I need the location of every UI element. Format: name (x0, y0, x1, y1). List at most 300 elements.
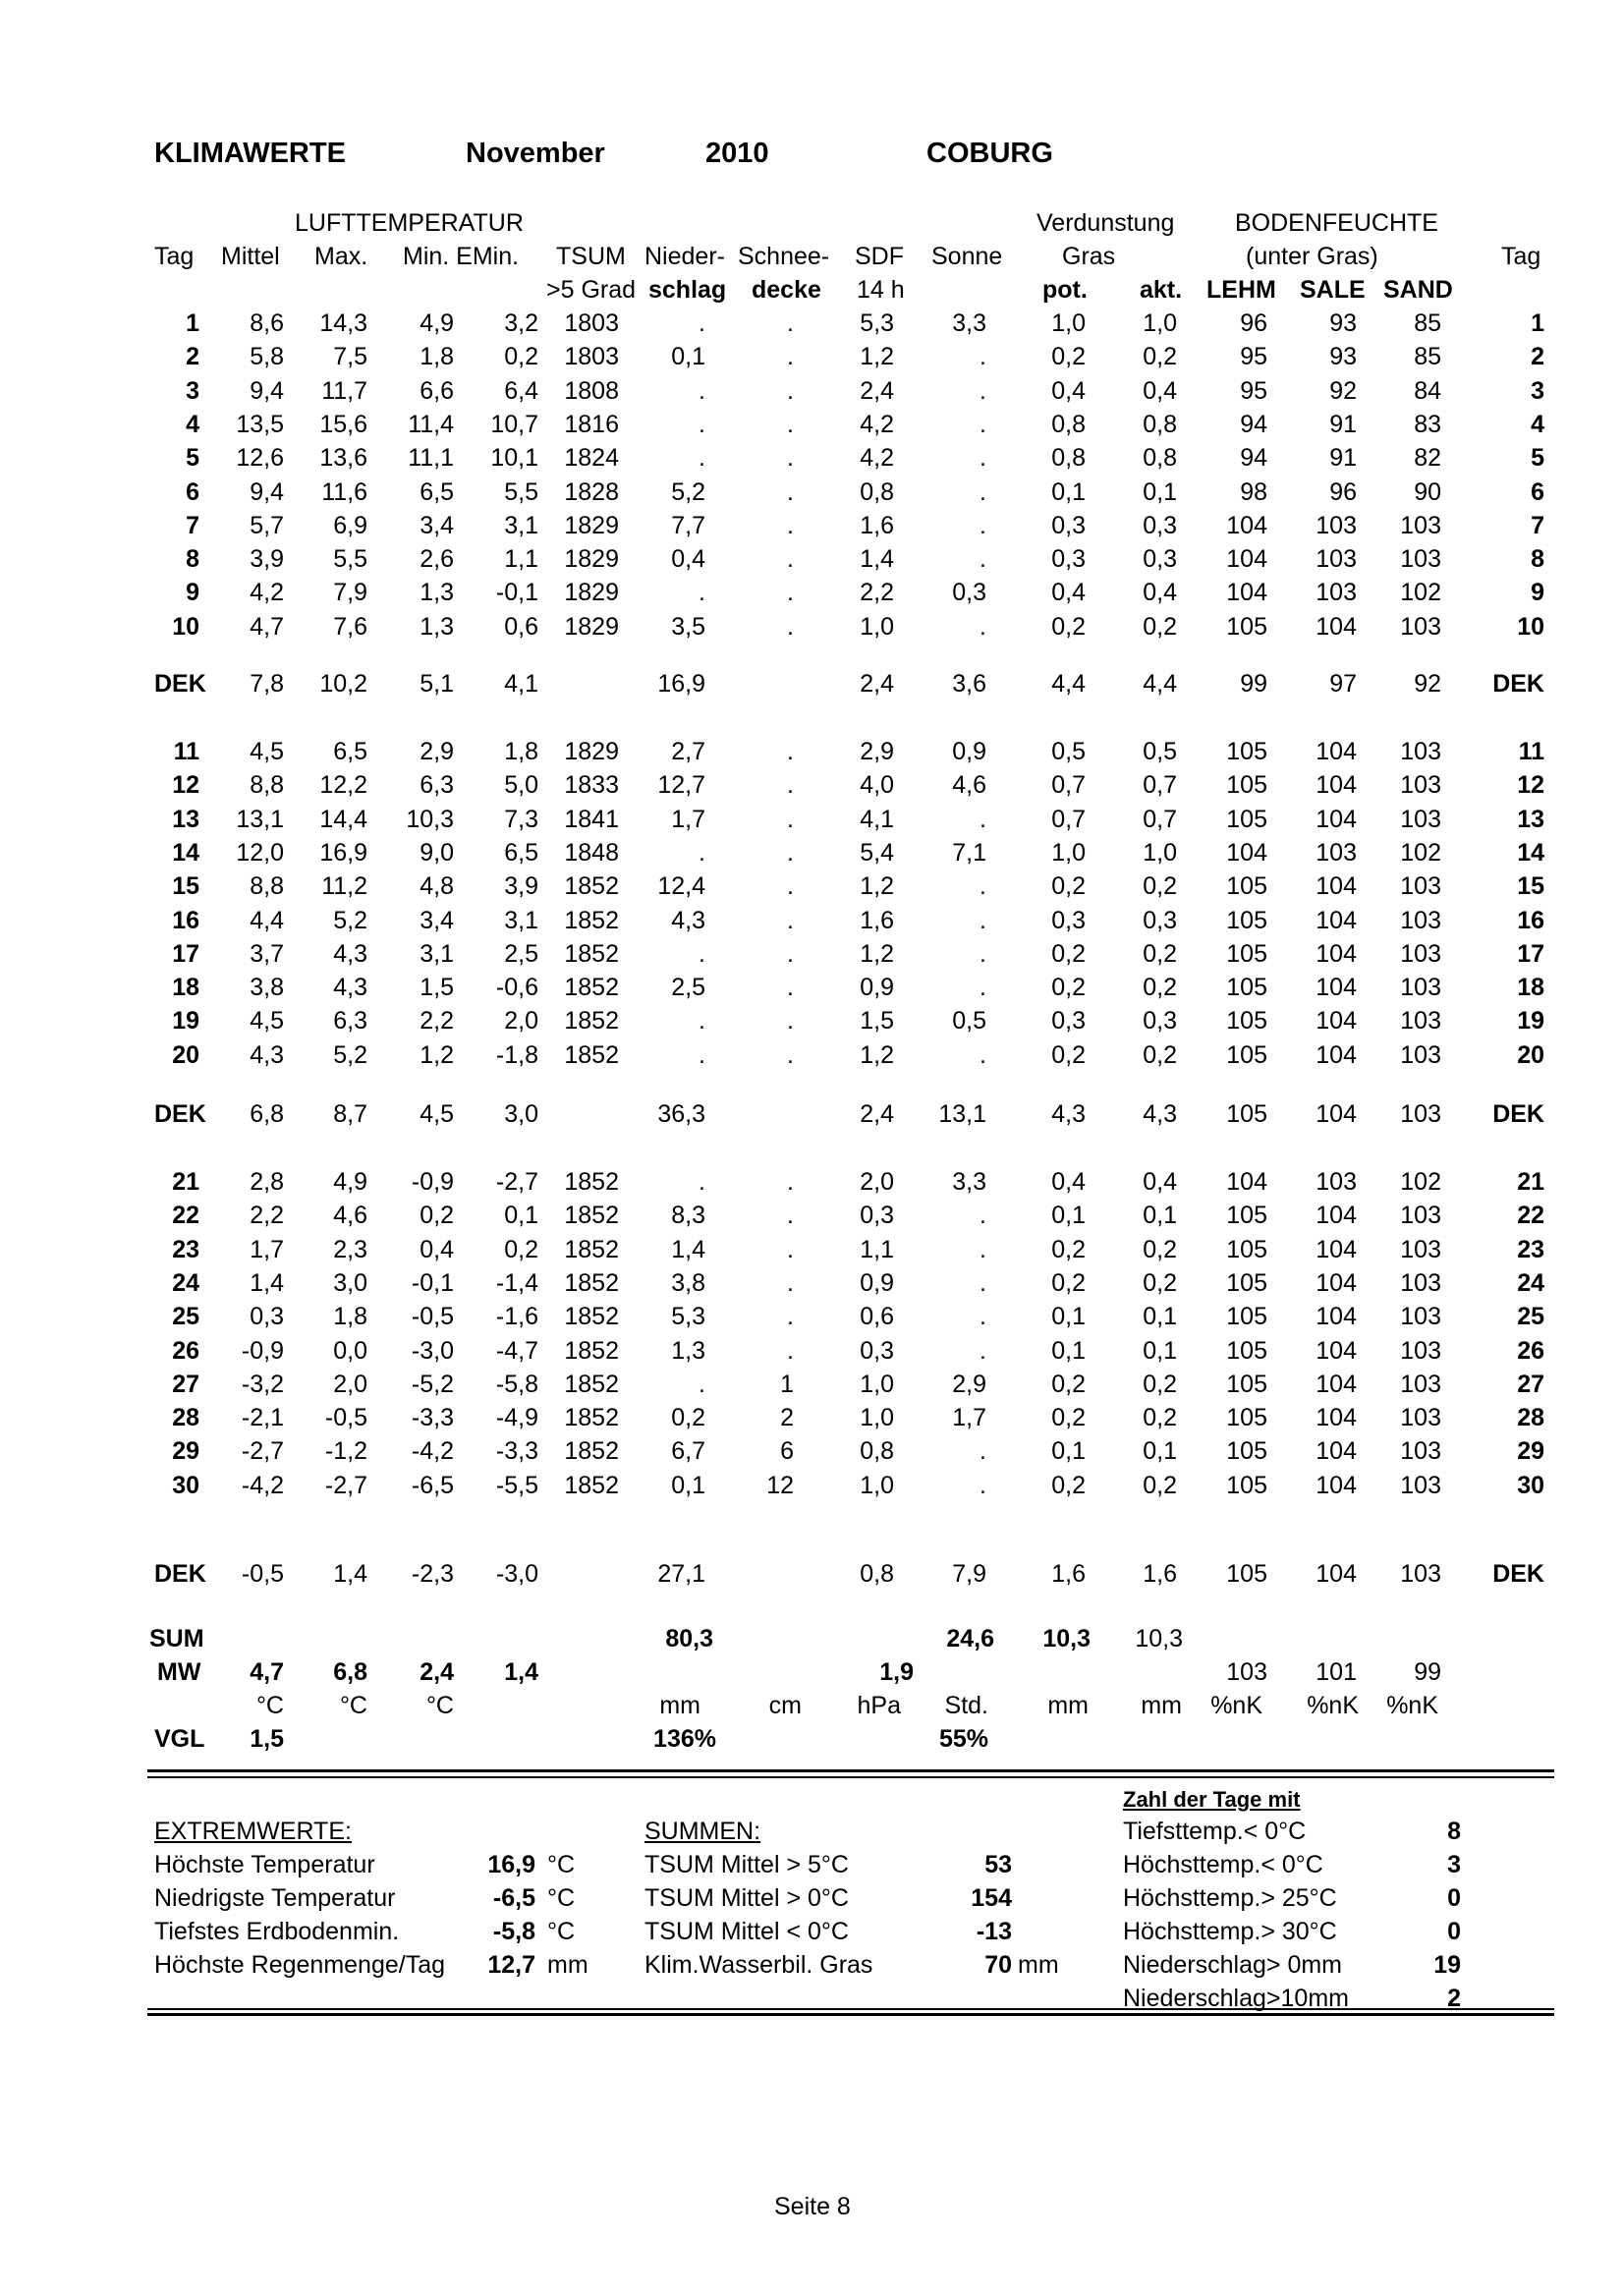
cell-tsum: 1852 (564, 1370, 619, 1398)
mw-mittel: 4,7 (250, 1658, 284, 1686)
cell-nied: 1,7 (671, 805, 705, 833)
cell-sonne: . (980, 1235, 986, 1263)
cell-pot: 0,2 (1051, 343, 1086, 371)
cell-tsum: 1828 (564, 477, 619, 506)
cell-mittel: -2,7 (241, 1437, 284, 1466)
cell-nied: 12,7 (657, 771, 705, 800)
cell-pot: 0,4 (1051, 1168, 1086, 1196)
cell-max: 7,9 (333, 579, 367, 607)
cell-tag2: DEK (1492, 1560, 1544, 1588)
cell-emin: 2,0 (504, 1007, 538, 1036)
cell-sand: 102 (1400, 579, 1441, 607)
sum-label: SUM (149, 1625, 204, 1652)
cell-emin: 3,1 (504, 511, 538, 539)
cell-lehm: 105 (1226, 906, 1267, 934)
unit-sale: %nK (1307, 1692, 1359, 1719)
cell-pot: 0,2 (1051, 872, 1086, 901)
cell-lehm: 105 (1226, 1235, 1267, 1263)
header-schlag: schlag (648, 276, 727, 304)
cell-pot: 0,2 (1051, 974, 1086, 1002)
cell-sonne: 13,1 (938, 1100, 986, 1128)
cell-emin: -5,5 (495, 1471, 538, 1499)
header-tag-right: Tag (1501, 243, 1541, 270)
cell-nied: 5,2 (671, 477, 705, 506)
cell-tag: 16 (172, 906, 199, 934)
cell-max: 15,6 (319, 410, 367, 438)
cell-akt: 0,2 (1143, 1370, 1177, 1398)
sum-niederschlag: 80,3 (665, 1625, 713, 1652)
mw-sand: 99 (1414, 1658, 1441, 1686)
cell-emin: 1,8 (504, 738, 538, 765)
cell-sale: 104 (1316, 1336, 1357, 1365)
cell-mittel: -2,1 (241, 1404, 284, 1432)
cell-sand: 103 (1400, 1437, 1441, 1466)
cell-pot: 0,7 (1051, 805, 1086, 833)
cell-sale: 103 (1316, 545, 1357, 574)
cell-sonne: 2,9 (952, 1370, 986, 1398)
cell-max: 1,8 (333, 1303, 367, 1331)
cell-akt: 0,4 (1143, 376, 1177, 405)
cell-pot: 1,0 (1051, 309, 1086, 337)
cell-tag2: 6 (1531, 477, 1544, 506)
cell-tag: 10 (172, 612, 199, 641)
cell-sdf: 4,2 (860, 444, 894, 473)
cell-sonne: . (980, 410, 986, 438)
cell-tsum: 1808 (564, 376, 619, 405)
cell-mittel: 3,9 (250, 545, 284, 574)
cell-nied: 6,7 (671, 1437, 705, 1466)
cell-pot: 0,1 (1051, 1336, 1086, 1365)
cell-tsum: 1852 (564, 974, 619, 1002)
cell-lehm: 105 (1226, 1202, 1267, 1230)
cell-min: -3,3 (411, 1404, 454, 1432)
cell-min: 4,9 (420, 309, 454, 337)
extremwert-label: Höchste Regenmenge/Tag (154, 1951, 446, 1979)
cell-akt: 0,3 (1143, 545, 1177, 574)
cell-emin: 2,5 (504, 939, 538, 968)
doc-title-label: KLIMAWERTE (154, 138, 346, 169)
header-decke: decke (752, 276, 821, 304)
cell-schnee: . (787, 343, 794, 371)
cell-tsum: 1803 (564, 309, 619, 337)
cell-max: 6,9 (333, 511, 367, 539)
cell-min: 1,8 (420, 343, 454, 371)
cell-pot: 0,1 (1051, 1437, 1086, 1466)
cell-sdf: 2,4 (860, 376, 894, 405)
cell-sonne: . (980, 343, 986, 371)
cell-pot: 0,8 (1051, 410, 1086, 438)
summe-label: TSUM Mittel > 5°C (644, 1851, 849, 1878)
cell-sale: 103 (1316, 511, 1357, 539)
cell-akt: 0,2 (1143, 1268, 1177, 1297)
cell-sonne: . (980, 1336, 986, 1365)
cell-schnee: . (787, 1336, 794, 1365)
unit-akt: mm (1141, 1692, 1182, 1719)
cell-sdf: 0,9 (860, 974, 894, 1002)
cell-mittel: 1,4 (250, 1268, 284, 1297)
cell-sand: 90 (1414, 477, 1441, 506)
cell-sonne: 0,9 (952, 738, 986, 765)
cell-tsum: 1852 (564, 1268, 619, 1297)
cell-min: -5,2 (411, 1370, 454, 1398)
cell-emin: -4,9 (495, 1404, 538, 1432)
cell-pot: 0,2 (1051, 939, 1086, 968)
cell-tag2: 18 (1517, 974, 1544, 1002)
cell-akt: 0,5 (1143, 738, 1177, 765)
cell-pot: 0,3 (1051, 1007, 1086, 1036)
cell-akt: 0,2 (1143, 872, 1177, 901)
cell-schnee: . (787, 1007, 794, 1036)
cell-tag2: 9 (1531, 579, 1544, 607)
unit-sonne: Std. (944, 1692, 988, 1719)
cell-sand: 92 (1414, 670, 1441, 698)
cell-pot: 4,4 (1051, 670, 1086, 698)
tage-value: 0 (1447, 1884, 1461, 1912)
tage-label: Niederschlag>10mm (1123, 1985, 1349, 2012)
cell-min: -6,5 (411, 1471, 454, 1499)
cell-sale: 103 (1316, 1168, 1357, 1196)
cell-min: 2,9 (420, 738, 454, 765)
tage-value: 0 (1447, 1918, 1461, 1945)
cell-mittel: 8,6 (250, 309, 284, 337)
cell-lehm: 105 (1226, 1336, 1267, 1365)
cell-sdf: 1,1 (860, 1235, 894, 1263)
cell-min: -0,5 (411, 1303, 454, 1331)
cell-pot: 0,2 (1051, 1370, 1086, 1398)
cell-sand: 103 (1400, 906, 1441, 934)
cell-mittel: 12,0 (236, 838, 284, 867)
cell-sand: 103 (1400, 974, 1441, 1002)
summen-title: SUMMEN: (644, 1818, 761, 1845)
cell-max: 2,3 (333, 1235, 367, 1263)
cell-tag2: DEK (1492, 670, 1544, 698)
cell-tag2: 23 (1517, 1235, 1544, 1263)
cell-schnee: . (787, 410, 794, 438)
cell-min: 5,1 (420, 670, 454, 698)
cell-tag: DEK (154, 1100, 206, 1128)
cell-tsum: 1833 (564, 771, 619, 800)
cell-min: -0,1 (411, 1268, 454, 1297)
cell-sale: 104 (1316, 872, 1357, 901)
cell-tag2: 21 (1517, 1168, 1544, 1196)
header-min-emin: Min. EMin. (403, 243, 520, 270)
cell-min: 11,4 (408, 410, 454, 438)
extremwert-value: -5,8 (492, 1918, 535, 1945)
summe-label: TSUM Mittel > 0°C (644, 1884, 849, 1912)
cell-min: 1,3 (420, 579, 454, 607)
cell-sonne: 3,6 (952, 670, 986, 698)
vgl-label: VGL (154, 1725, 205, 1753)
header-akt: akt. (1140, 276, 1183, 304)
cell-tag: 7 (186, 511, 199, 539)
cell-sale: 104 (1316, 906, 1357, 934)
cell-tsum: 1852 (564, 1007, 619, 1036)
cell-mittel: 1,7 (250, 1235, 284, 1263)
cell-tsum: 1829 (564, 511, 619, 539)
cell-sand: 102 (1400, 1168, 1441, 1196)
unit-niederschlag: mm (659, 1692, 700, 1719)
cell-schnee: . (787, 738, 794, 765)
cell-tag2: 17 (1517, 939, 1544, 968)
summe-value: 154 (971, 1884, 1012, 1912)
doc-title-year: 2010 (705, 138, 769, 169)
cell-tsum: 1852 (564, 1336, 619, 1365)
cell-tag: 1 (186, 309, 199, 337)
header-lehm: LEHM (1206, 276, 1276, 304)
header-sdf: SDF (855, 243, 904, 270)
cell-min: 4,8 (420, 872, 454, 901)
cell-sand: 82 (1414, 444, 1441, 473)
extremwert-unit: °C (547, 1918, 576, 1945)
cell-akt: 4,3 (1143, 1100, 1177, 1128)
doc-title-month: November (466, 138, 605, 169)
cell-tag: 5 (186, 444, 199, 473)
sum-akt: 10,3 (1135, 1625, 1183, 1652)
cell-schnee: . (787, 309, 794, 337)
cell-pot: 0,4 (1051, 579, 1086, 607)
cell-nied: 2,7 (671, 738, 705, 765)
header-lufttemperatur: LUFTTEMPERATUR (295, 209, 524, 237)
cell-lehm: 105 (1226, 1100, 1267, 1128)
cell-tag2: 13 (1517, 805, 1544, 833)
cell-min: 1,2 (420, 1040, 454, 1069)
header-sdf-unit: 14 h (857, 276, 905, 304)
mw-sale: 101 (1316, 1658, 1357, 1686)
cell-tsum: 1803 (564, 343, 619, 371)
cell-sdf: 1,0 (860, 1404, 894, 1432)
cell-emin: 5,5 (504, 477, 538, 506)
cell-sdf: 1,2 (860, 343, 894, 371)
cell-lehm: 105 (1226, 1560, 1267, 1588)
cell-sdf: 1,6 (860, 906, 894, 934)
cell-sand: 103 (1400, 545, 1441, 574)
cell-sand: 103 (1400, 771, 1441, 800)
cell-tag2: 8 (1531, 545, 1544, 574)
cell-tsum: 1852 (564, 872, 619, 901)
cell-lehm: 105 (1226, 1471, 1267, 1499)
tage-title: Zahl der Tage mit (1123, 1787, 1301, 1812)
cell-tag: 2 (186, 343, 199, 371)
cell-sand: 103 (1400, 1471, 1441, 1499)
cell-mittel: 4,3 (250, 1040, 284, 1069)
cell-akt: 0,1 (1143, 1202, 1177, 1230)
cell-akt: 0,7 (1143, 805, 1177, 833)
cell-tsum: 1829 (564, 579, 619, 607)
cell-mittel: 4,2 (250, 579, 284, 607)
cell-sdf: 2,4 (860, 670, 894, 698)
cell-sand: 103 (1400, 939, 1441, 968)
cell-sdf: 0,6 (860, 1303, 894, 1331)
cell-max: 10,2 (319, 670, 367, 698)
cell-pot: 0,2 (1051, 1404, 1086, 1432)
cell-lehm: 105 (1226, 1437, 1267, 1466)
cell-akt: 0,4 (1143, 579, 1177, 607)
cell-emin: -1,4 (495, 1268, 538, 1297)
cell-sand: 103 (1400, 1235, 1441, 1263)
cell-tag2: 12 (1517, 771, 1544, 800)
cell-pot: 0,4 (1051, 376, 1086, 405)
cell-schnee: 6 (780, 1437, 794, 1466)
cell-lehm: 99 (1240, 670, 1267, 698)
vgl-sonne: 55% (938, 1725, 988, 1753)
cell-sand: 103 (1400, 1370, 1441, 1398)
mw-label: MW (157, 1658, 201, 1686)
cell-tag2: 16 (1517, 906, 1544, 934)
cell-sand: 85 (1414, 343, 1441, 371)
cell-sdf: 5,4 (860, 838, 894, 867)
cell-mittel: -4,2 (241, 1471, 284, 1499)
cell-sdf: 0,8 (860, 1560, 894, 1588)
cell-sdf: 1,6 (860, 511, 894, 539)
cell-nied: . (699, 1370, 705, 1398)
cell-max: 6,5 (333, 738, 367, 765)
cell-nied: 1,3 (671, 1336, 705, 1365)
cell-sonne: . (980, 1040, 986, 1069)
cell-sdf: 5,3 (860, 309, 894, 337)
extremwert-label: Niedrigste Temperatur (154, 1884, 396, 1912)
cell-pot: 4,3 (1051, 1100, 1086, 1128)
extremwert-value: -6,5 (492, 1884, 535, 1912)
cell-lehm: 105 (1226, 1268, 1267, 1297)
mw-sdf: 1,9 (879, 1658, 914, 1686)
cell-emin: 3,2 (504, 309, 538, 337)
cell-sand: 103 (1400, 1007, 1441, 1036)
cell-lehm: 105 (1226, 1007, 1267, 1036)
cell-tag: 28 (172, 1404, 199, 1432)
cell-sonne: 1,7 (952, 1404, 986, 1432)
cell-tag2: 15 (1517, 872, 1544, 901)
cell-tag: 12 (172, 771, 199, 800)
cell-sale: 104 (1316, 1100, 1357, 1128)
cell-tag2: 11 (1518, 738, 1544, 765)
cell-emin: -0,6 (495, 974, 538, 1002)
cell-tsum: 1852 (564, 1471, 619, 1499)
cell-max: 4,3 (333, 974, 367, 1002)
cell-sale: 91 (1329, 444, 1357, 473)
cell-lehm: 104 (1226, 511, 1267, 539)
cell-sand: 103 (1400, 1303, 1441, 1331)
cell-max: 12,2 (319, 771, 367, 800)
cell-sonne: . (980, 376, 986, 405)
cell-sdf: 1,0 (860, 1471, 894, 1499)
cell-sdf: 4,2 (860, 410, 894, 438)
cell-pot: 0,3 (1051, 545, 1086, 574)
cell-lehm: 104 (1226, 579, 1267, 607)
unit-lehm: %nK (1210, 1692, 1262, 1719)
cell-emin: -5,8 (495, 1370, 538, 1398)
tage-value: 2 (1447, 1985, 1461, 2012)
cell-lehm: 104 (1226, 838, 1267, 867)
cell-pot: 0,2 (1051, 1040, 1086, 1069)
cell-lehm: 95 (1240, 343, 1267, 371)
cell-min: 4,5 (420, 1100, 454, 1128)
cell-sonne: . (980, 545, 986, 574)
cell-tag2: 20 (1517, 1040, 1544, 1069)
cell-akt: 0,2 (1143, 1235, 1177, 1263)
unit-schnee: cm (768, 1692, 802, 1719)
cell-sand: 103 (1400, 1560, 1441, 1588)
cell-lehm: 98 (1240, 477, 1267, 506)
cell-mittel: 13,1 (236, 805, 284, 833)
extremwert-value: 16,9 (487, 1851, 535, 1878)
cell-sale: 96 (1329, 477, 1357, 506)
cell-mittel: 2,2 (250, 1202, 284, 1230)
cell-sale: 104 (1316, 1202, 1357, 1230)
cell-emin: 6,5 (504, 838, 538, 867)
cell-lehm: 105 (1226, 771, 1267, 800)
cell-lehm: 105 (1226, 1404, 1267, 1432)
cell-sdf: 1,0 (860, 1370, 894, 1398)
cell-schnee: . (787, 1303, 794, 1331)
cell-tag2: 5 (1531, 444, 1544, 473)
cell-sale: 93 (1329, 309, 1357, 337)
cell-sonne: 4,6 (952, 771, 986, 800)
cell-emin: -0,1 (495, 579, 538, 607)
cell-sand: 103 (1400, 1040, 1441, 1069)
cell-pot: 0,1 (1051, 1202, 1086, 1230)
cell-akt: 0,2 (1143, 612, 1177, 641)
cell-max: 7,6 (333, 612, 367, 641)
cell-schnee: . (787, 974, 794, 1002)
cell-sand: 103 (1400, 872, 1441, 901)
tage-label: Niederschlag> 0mm (1123, 1951, 1343, 1979)
cell-lehm: 94 (1240, 410, 1267, 438)
cell-pot: 0,2 (1051, 1268, 1086, 1297)
cell-sonne: . (980, 444, 986, 473)
cell-min: 10,3 (406, 805, 454, 833)
cell-max: 14,3 (319, 309, 367, 337)
header-unter-gras: (unter Gras) (1246, 243, 1378, 270)
cell-emin: 3,9 (504, 872, 538, 901)
sum-sonne: 24,6 (946, 1625, 994, 1652)
header-bodenfeuchte: BODENFEUCHTE (1235, 209, 1438, 237)
cell-tag2: 27 (1517, 1370, 1544, 1398)
cell-sale: 104 (1316, 974, 1357, 1002)
mw-lehm: 103 (1226, 1658, 1267, 1686)
cell-tag: 13 (172, 805, 199, 833)
cell-max: 8,7 (333, 1100, 367, 1128)
cell-max: 4,6 (333, 1202, 367, 1230)
cell-sdf: 0,3 (860, 1202, 894, 1230)
cell-sonne: . (980, 612, 986, 641)
cell-schnee: . (787, 612, 794, 641)
tage-label: Höchsttemp.< 0°C (1123, 1851, 1323, 1878)
cell-schnee: 1 (780, 1370, 794, 1398)
cell-lehm: 105 (1226, 805, 1267, 833)
cell-akt: 1,0 (1143, 838, 1177, 867)
cell-tsum: 1852 (564, 1235, 619, 1263)
cell-sonne: . (980, 477, 986, 506)
cell-sdf: 0,3 (860, 1336, 894, 1365)
extremwert-unit: °C (547, 1884, 576, 1912)
cell-pot: 1,0 (1051, 838, 1086, 867)
cell-sale: 104 (1316, 1437, 1357, 1466)
cell-nied: 4,3 (671, 906, 705, 934)
cell-tsum: 1816 (564, 410, 619, 438)
cell-sand: 103 (1400, 1268, 1441, 1297)
cell-mittel: 9,4 (250, 477, 284, 506)
cell-tag: 21 (172, 1168, 199, 1196)
cell-mittel: 4,5 (250, 1007, 284, 1036)
cell-sdf: 1,4 (860, 545, 894, 574)
cell-sale: 104 (1316, 612, 1357, 641)
cell-sale: 104 (1316, 1007, 1357, 1036)
cell-schnee: 12 (766, 1471, 794, 1499)
cell-mittel: 9,4 (250, 376, 284, 405)
cell-tag: DEK (154, 670, 206, 698)
cell-tag2: 24 (1517, 1268, 1544, 1297)
cell-min: -3,0 (411, 1336, 454, 1365)
